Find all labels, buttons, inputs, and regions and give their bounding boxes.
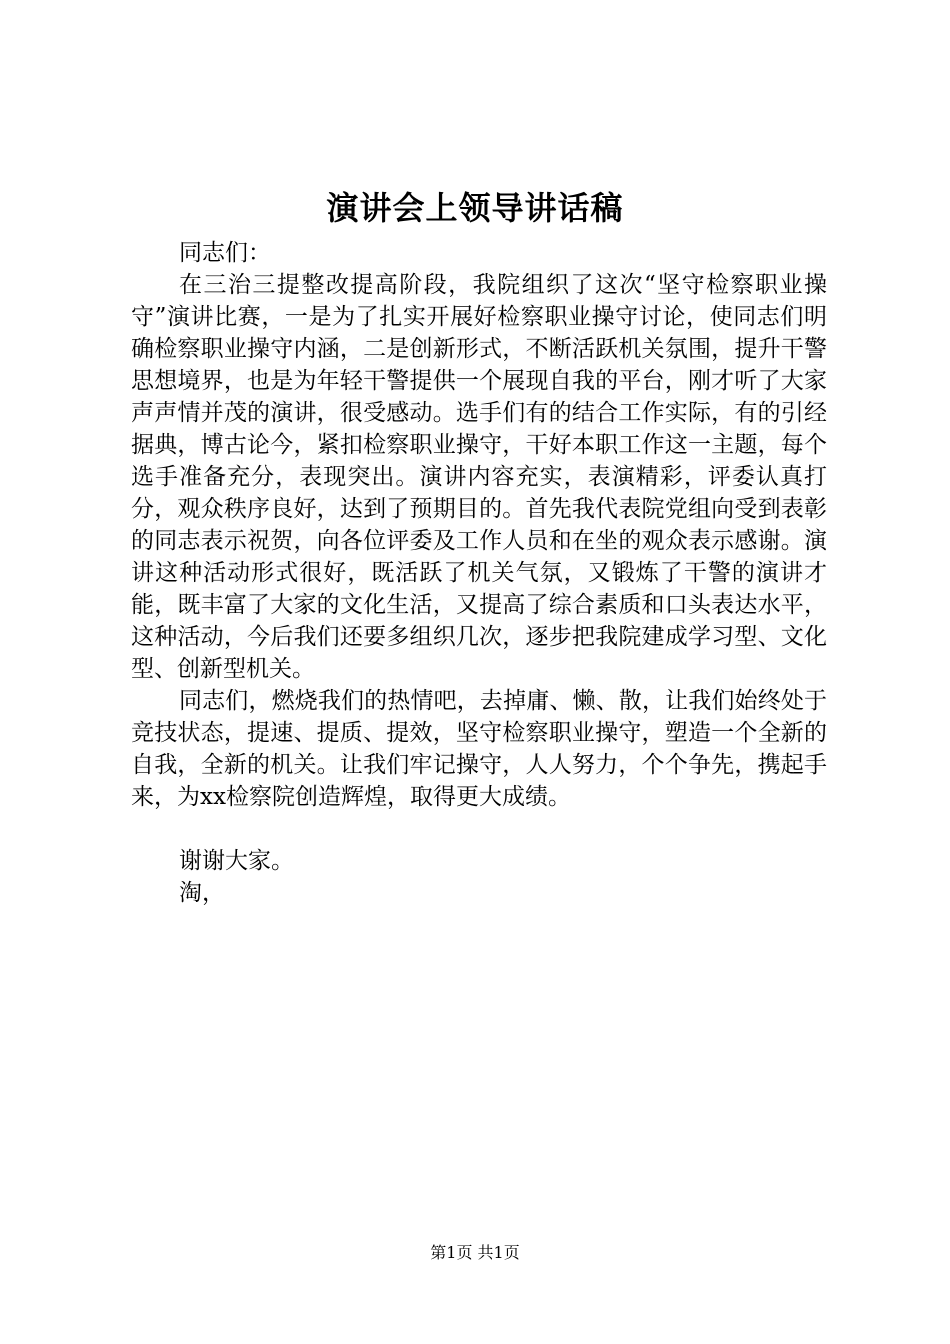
document-body: [131, 237, 827, 909]
body-paragraph: 同志们，燃烧我们的热情吧，去掉庸、懒、散，让我们始终处于竞技状态，提速、提质、提效，坚守检察职业操守，塑造一个全新的自我，全新的机关。让我们牢记操守，人人努力，个个争先，携起手来，为xx检察院创造辉煌，取得更大成绩。: [131, 688, 827, 810]
document-title: 演讲会上领导讲话稿: [326, 189, 624, 227]
page-footer: 第1页 共1页: [430, 1243, 520, 1262]
body-paragraph: 在三治三提整改提高阶段，我院组织了这次“坚守检察职业操守”演讲比赛，一是为了扎实开展好检察职业操守讨论，使同志们明确检察职业操守内涵，二是创新形式，不断活跃机关氛围，提升干警思想境界，也是为年轻干警提供一个展现自我的平台，刚才听了大家声声情并茂的演讲，很受感动。选手们有的结合工作实际，有的引经据典，博古论今，紧扣检察职业操守，干好本职工作这一主题，每个选手准备充分，表现突出。演讲内容充实，表演精彩，评委认真打分，观众秩序良好，达到了预期目的。首先我代表院党组向受到表彰的同志表示祝贺，向各位评委及工作人员和在坐的观众表示感谢。演讲这种活动形式很好，既活跃了机关气氛，又锻炼了干警的演讲才能，既丰富了大家的文化生活，又提高了综合素质和口头表达水平，这种活动，今后我们还要多组织几次，逐步把我院建成学习型、文化型、创新型机关。: [131, 272, 827, 682]
salutation: 同志们：: [179, 240, 271, 266]
paragraph-spacer: [131, 813, 827, 845]
trailing-line: 淘，: [179, 880, 225, 906]
closing-line: 谢谢大家。: [179, 848, 294, 874]
